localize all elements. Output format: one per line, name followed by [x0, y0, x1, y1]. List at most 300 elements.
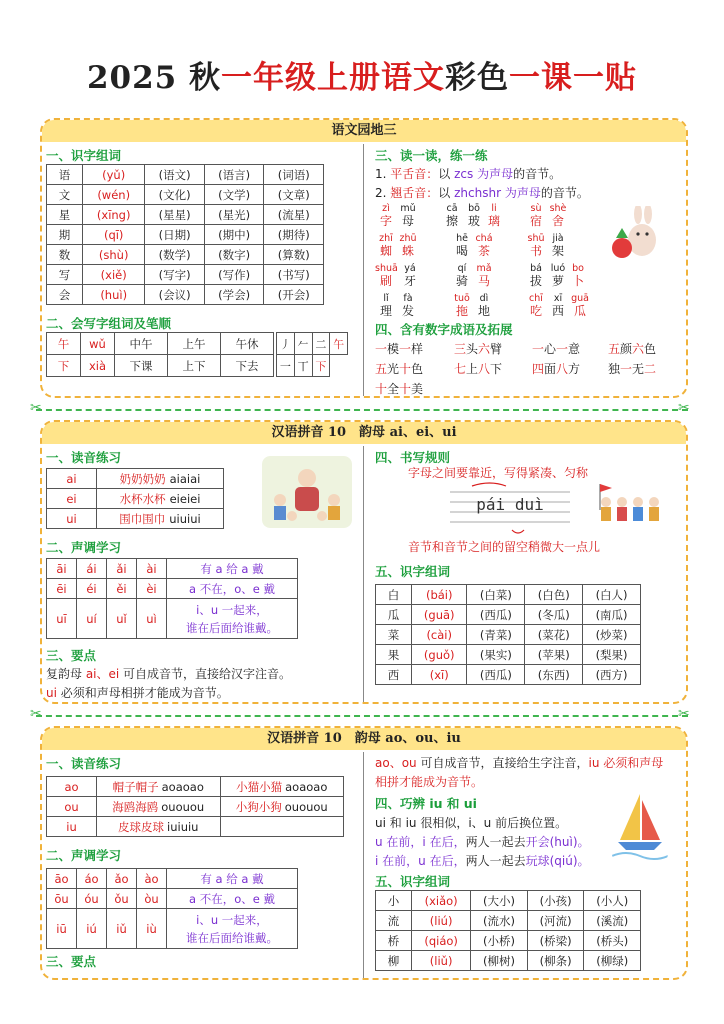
table-row [47, 869, 298, 889]
hanzi-text: 骑 [455, 274, 468, 288]
word-cell: (会议) [145, 285, 205, 305]
hanzi-text: 拔 [529, 274, 542, 288]
pinyin-text: mǎ [476, 263, 492, 274]
word-cell: (西方) [583, 665, 641, 685]
tone-cell: ǒu [107, 889, 137, 909]
word-cell: wǔ [81, 333, 115, 355]
word-cell: (星星) [145, 205, 205, 225]
tone-cell: ǎo [107, 869, 137, 889]
table-row [47, 165, 324, 185]
word-cell: (溪流) [584, 911, 641, 931]
pinyin-text: shū [527, 233, 545, 244]
word-cell: (白色) [525, 585, 583, 605]
table-row [47, 225, 324, 245]
kids-flag-illustration [592, 480, 670, 526]
tone-cell: iū [47, 909, 77, 949]
pinyin-char [399, 262, 421, 288]
hanzi-text: 宿 [529, 214, 542, 228]
tone-cell: áo [77, 869, 107, 889]
example-word: 海鸥海鸥 [112, 799, 159, 814]
pinyin-char [375, 292, 397, 318]
pinyin-char [441, 202, 463, 228]
pinyin-text: lǐ [383, 293, 389, 304]
table-row [47, 355, 274, 377]
word-cell: (文学) [204, 185, 264, 205]
distinguish-line: i 在前，u 在后，两人一起去玩球(qiú)。 [375, 854, 590, 868]
tone-cell: āo [47, 869, 77, 889]
pinyin-text: zhī [379, 233, 393, 244]
hanzi-text: 舍 [551, 214, 564, 228]
tone-rule-cell [167, 599, 298, 639]
cut-line [36, 409, 688, 411]
tone-rule-cell [167, 909, 298, 949]
hanzi-text: 卜 [571, 274, 584, 288]
hanzi-text: 瓜 [573, 304, 586, 318]
pinyin-text: chá [475, 233, 493, 244]
tone-cell: óu [77, 889, 107, 909]
character-cell: 小 [376, 891, 412, 911]
pinyin-text: bō [468, 203, 480, 214]
divider [363, 446, 364, 704]
tone-cell: ài [137, 559, 167, 579]
pinyin-cell: (guǒ) [412, 645, 467, 665]
final-cell: ei [47, 489, 97, 509]
character-cell: 数 [47, 245, 83, 265]
stroke-cell: 丿 [277, 333, 295, 355]
pinyin-text: bá [530, 263, 542, 274]
word-cell: (东西) [525, 665, 583, 685]
word-cell: (西瓜) [467, 665, 525, 685]
word-cell: (流水) [471, 911, 528, 931]
pinyin-cell: (bái) [412, 585, 467, 605]
example-word: 小狗小狗 [235, 799, 282, 814]
pinyin-cell: (yǔ) [83, 165, 145, 185]
example-pinyin: iuiuiu [167, 819, 199, 834]
scissors-icon: ✂ [678, 400, 690, 416]
hanzi-text: 牙 [403, 274, 416, 288]
pinyin-cell: (xīng) [83, 205, 145, 225]
pinyin-text: shè [549, 203, 567, 214]
tone-rule-line: i、u 一起来， [196, 912, 268, 927]
hanzi-text: 地 [477, 304, 490, 318]
hanzi-text: 母 [401, 214, 414, 228]
title-suffix: 一课一贴 [509, 60, 638, 96]
example-pinyin: ououou [284, 799, 328, 814]
tone-table [46, 868, 298, 949]
hanzi-text: 马 [477, 274, 490, 288]
section-title: 二、声调学习 [46, 848, 122, 863]
word-table [375, 584, 641, 685]
tone-rule-cell: a 不在，o、e 戴 [167, 889, 298, 909]
final-cell: ai [47, 469, 97, 489]
tone-cell: uǐ [107, 599, 137, 639]
word-cell: (语文) [145, 165, 205, 185]
hanzi-text: 蜘 [379, 244, 392, 258]
hanzi-text: 理 [379, 304, 392, 318]
table-row [47, 797, 344, 817]
word-cell: (柳条) [527, 951, 584, 971]
word-cell: (文章) [264, 185, 324, 205]
word-cell: (流星) [264, 205, 324, 225]
pinyin-text: cā [446, 203, 458, 214]
example-cell [220, 797, 344, 817]
pinyin-char [451, 292, 473, 318]
hanzi-text: 西 [551, 304, 564, 318]
pinyin-cell: (qiáo) [412, 931, 471, 951]
pinyin-text: yá [404, 263, 416, 274]
pinyin-char [375, 232, 397, 258]
tone-rule-cell: 有 a 给 a 戴 [167, 559, 298, 579]
stroke-table [276, 332, 348, 377]
character-cell: 会 [47, 285, 83, 305]
hanzi-text: 发 [401, 304, 414, 318]
character-cell: 文 [47, 185, 83, 205]
example-pinyin: aiaiai [169, 471, 201, 486]
idiom: 十全十美 [375, 382, 424, 396]
pinyin-cell: (guā) [412, 605, 467, 625]
word-cell: (西瓜) [467, 605, 525, 625]
example-pinyin: uiuiui [169, 511, 201, 526]
hanzi-text: 字 [379, 214, 392, 228]
table-row [47, 509, 224, 529]
pinyin-char [569, 292, 591, 318]
divider [363, 144, 364, 398]
example-word: 奶奶奶奶 [119, 471, 166, 486]
card-ai-ei-ui [40, 420, 688, 704]
word-cell: 下去 [221, 355, 274, 377]
word-cell: (柳绿) [584, 951, 641, 971]
tone-cell: iǔ [107, 909, 137, 949]
pinyin-char [525, 202, 547, 228]
table-row [376, 645, 641, 665]
pinyin-text: sù [530, 203, 542, 214]
hanzi-text: 书 [529, 244, 542, 258]
example-cell [97, 777, 221, 797]
word-cell: (书写) [264, 265, 324, 285]
tone-rule-cell: 有 a 给 a 戴 [167, 869, 298, 889]
pinyin-text: zì [382, 203, 390, 214]
pinyin-char [397, 292, 419, 318]
tone-cell: ēi [47, 579, 77, 599]
sailboat-illustration [612, 790, 668, 862]
example-word: 小猫小猫 [236, 779, 283, 794]
section-title: 三、要点 [46, 954, 97, 969]
tone-cell: ǎi [107, 559, 137, 579]
tone-cell: uī [47, 599, 77, 639]
word-cell: (数学) [145, 245, 205, 265]
card-header: 汉语拼音 10 韵母 ao、ou、iu [42, 728, 686, 750]
rule-line: 2. 翘舌音：以 zhchshr 为声母的音节。 [375, 186, 589, 200]
table-row [376, 931, 641, 951]
word-cell: (日期) [145, 225, 205, 245]
tone-rule-cell: a 不在，o、e 戴 [167, 579, 298, 599]
word-cell: (桥头) [584, 931, 641, 951]
pinyin-char [473, 262, 495, 288]
section-title: 三、要点 [46, 648, 97, 663]
pinyin-char [473, 292, 495, 318]
pinyin-char [525, 232, 547, 258]
example-cell [97, 509, 224, 529]
hanzi-text: 蛛 [401, 244, 414, 258]
word-cell: (苹果) [525, 645, 583, 665]
scissors-icon: ✂ [30, 400, 42, 416]
word-cell: (开会) [264, 285, 324, 305]
distinguish-line: u 在前，i 在后，两人一起去开会(huì)。 [375, 835, 590, 849]
pinyin-cell: (qī) [83, 225, 145, 245]
idiom: 独一无二 [608, 362, 657, 376]
character-cell: 语 [47, 165, 83, 185]
stroke-cell: 二 [312, 333, 330, 355]
pinyin-text: guā [571, 293, 589, 304]
section-title: 一、识字组词 [46, 148, 122, 163]
tone-cell: éi [77, 579, 107, 599]
character-cell: 菜 [376, 625, 412, 645]
read-table [46, 468, 224, 529]
word-cell: (词语) [264, 165, 324, 185]
character-cell: 西 [376, 665, 412, 685]
section-title: 二、会写字组词及笔顺 [46, 316, 172, 331]
word-cell: (算数) [264, 245, 324, 265]
hanzi-text: 擦 [445, 214, 458, 228]
grandma-kids-illustration [262, 456, 352, 528]
pinyin-cell: (liú) [412, 911, 471, 931]
table-row [47, 599, 298, 639]
key-point: 相拼才能成为音节。 [375, 775, 484, 789]
word-table [375, 890, 641, 971]
pinyin-char [525, 262, 547, 288]
writing-sample [450, 480, 570, 538]
card-header: 汉语拼音 10 韵母 ai、ei、ui [42, 422, 686, 444]
tone-cell: uì [137, 599, 167, 639]
hanzi-text: 萝 [551, 274, 564, 288]
tone-cell: āi [47, 559, 77, 579]
word-cell: (小人) [584, 891, 641, 911]
tone-cell: ái [77, 559, 107, 579]
table-row [277, 333, 348, 355]
word-cell: (语言) [204, 165, 264, 185]
pinyin-text: luó [550, 263, 566, 274]
table-row [47, 265, 324, 285]
pinyin-text: li [491, 203, 497, 214]
character-cell: 午 [47, 333, 81, 355]
word-cell: 午休 [221, 333, 274, 355]
word-cell: (文化) [145, 185, 205, 205]
table-row [376, 585, 641, 605]
tone-rule-line: 谁在后面给谁戴。 [186, 620, 278, 635]
word-cell: (果实) [467, 645, 525, 665]
tone-cell: èi [137, 579, 167, 599]
stroke-cell: 下 [312, 355, 330, 377]
pinyin-cell: (xī) [412, 665, 467, 685]
example-cell [97, 469, 224, 489]
word-cell: (写作) [204, 265, 264, 285]
tone-cell: ào [137, 869, 167, 889]
idiom: 五光十色 [375, 362, 424, 376]
word-cell: (柳树) [471, 951, 528, 971]
example-pinyin: ououou [161, 799, 205, 814]
table-row [376, 665, 641, 685]
table-row [376, 891, 641, 911]
hanzi-text: 璃 [487, 214, 500, 228]
example-cell [220, 777, 344, 797]
pinyin-char [483, 202, 505, 228]
word-cell: (河流) [527, 911, 584, 931]
section-title: 五、识字组词 [375, 874, 451, 889]
hanzi-text: 吃 [529, 304, 542, 318]
word-cell: (冬瓜) [525, 605, 583, 625]
rabbit-illustration [602, 206, 668, 266]
character-cell: 星 [47, 205, 83, 225]
table-row [47, 579, 298, 599]
table-row [47, 817, 344, 837]
hanzi-text: 架 [551, 244, 564, 258]
word-cell: (菜花) [525, 625, 583, 645]
section-title: 四、含有数字成语及拓展 [375, 322, 513, 337]
section-title: 三、读一读，练一练 [375, 148, 488, 163]
final-cell: iu [47, 817, 97, 837]
hanzi-text: 茶 [477, 244, 490, 258]
pinyin-cell: (wén) [83, 185, 145, 205]
character-cell: 果 [376, 645, 412, 665]
stroke-cell: 𠂉 [294, 333, 312, 355]
card-header: 语文园地三 [42, 120, 686, 142]
tone-cell: òu [137, 889, 167, 909]
pinyin-char [397, 232, 419, 258]
word-cell: xià [81, 355, 115, 377]
writing-rule-bottom: 音节和音节之间的留空稍微大一点儿 [408, 540, 601, 554]
idiom: 四面八方 [532, 362, 581, 376]
word-cell: (青菜) [467, 625, 525, 645]
example-word: 皮球皮球 [118, 819, 165, 834]
character-cell: 期 [47, 225, 83, 245]
character-cell: 白 [376, 585, 412, 605]
pinyin-char [567, 262, 589, 288]
page-title [0, 52, 724, 97]
pinyin-char [463, 202, 485, 228]
word-cell: 中午 [115, 333, 168, 355]
rule-line: 1. 平舌音：以 zcs 为声母的音节。 [375, 167, 562, 181]
scissors-icon: ✂ [678, 706, 690, 722]
title-highlight: 一年级上册语文 [221, 60, 446, 96]
word-cell: (白菜) [467, 585, 525, 605]
word-cell: (大小) [471, 891, 528, 911]
pinyin-text: xī [553, 293, 563, 304]
example-cell [97, 489, 224, 509]
tone-cell: ěi [107, 579, 137, 599]
word-cell: 上午 [168, 333, 221, 355]
character-cell: 写 [47, 265, 83, 285]
word-cell: (期中) [204, 225, 264, 245]
hanzi-text: 喝 [455, 244, 468, 258]
hanzi-text: 拖 [455, 304, 468, 318]
word-cell: (小桥) [471, 931, 528, 951]
pinyin-cell: (huì) [83, 285, 145, 305]
pinyin-char [547, 262, 569, 288]
word-cell: 上下 [168, 355, 221, 377]
example-cell [97, 797, 221, 817]
hanzi-text: 刷 [379, 274, 392, 288]
pinyin-text: mǔ [400, 203, 416, 214]
table-row [47, 909, 298, 949]
table-row [376, 605, 641, 625]
example-pinyin: aoaoao [285, 779, 328, 794]
pinyin-text: fà [403, 293, 413, 304]
word-table [46, 164, 324, 305]
table-row [47, 777, 344, 797]
pinyin-char [375, 262, 397, 288]
idiom: 三头六臂 [454, 342, 503, 356]
idiom: 五颜六色 [608, 342, 657, 356]
table-row [376, 911, 641, 931]
pinyin-text: chī [529, 293, 543, 304]
table-row [47, 889, 298, 909]
pinyin-char [547, 232, 569, 258]
pinyin-text: hē [456, 233, 468, 244]
tone-rule-line: 谁在后面给谁戴。 [186, 930, 278, 945]
pinyin-char [525, 292, 547, 318]
card-ao-ou-iu [40, 726, 688, 980]
word-cell: (白人) [583, 585, 641, 605]
example-word: 帽子帽子 [112, 779, 159, 794]
pinyin-text: tuō [454, 293, 470, 304]
key-point: 复韵母 ai、ei 可自成音节，直接给汉字注音。 [46, 667, 292, 681]
tone-table [46, 558, 298, 639]
tone-cell: iú [77, 909, 107, 949]
table-row [47, 185, 324, 205]
idiom: 一心一意 [532, 342, 581, 356]
table-row [47, 245, 324, 265]
pinyin-char [397, 202, 419, 228]
word-cell: (小孩) [527, 891, 584, 911]
final-cell: ou [47, 797, 97, 817]
table-row [47, 285, 324, 305]
pinyin-cell: (shù) [83, 245, 145, 265]
character-cell: 流 [376, 911, 412, 931]
example-word: 围巾围巾 [119, 511, 166, 526]
word-cell: (期待) [264, 225, 324, 245]
word-cell: (星光) [204, 205, 264, 225]
writing-sample-text: pái duì [476, 495, 544, 514]
final-cell: ao [47, 777, 97, 797]
word-cell: 下课 [115, 355, 168, 377]
pinyin-text: qí [457, 263, 467, 274]
writing-rule-top: 字母之间要靠近，写得紧凑、匀称 [408, 466, 589, 480]
section-title: 一、读音练习 [46, 756, 122, 771]
example-cell [97, 817, 221, 837]
distinguish-line: ui 和 iu 很相似，i、u 前后换位置。 [375, 816, 568, 830]
title-middle: 彩色 [445, 60, 510, 96]
cut-line [36, 715, 688, 717]
word-cell: (写字) [145, 265, 205, 285]
pinyin-char [547, 292, 569, 318]
section-title: 四、巧辨 iu 和 ui [375, 796, 477, 811]
section-title: 五、识字组词 [375, 564, 451, 579]
section-title: 一、读音练习 [46, 450, 122, 465]
character-cell: 柳 [376, 951, 412, 971]
key-point: ui 必须和声母相拼才能成为音节。 [46, 686, 229, 700]
key-point: ao、ou 可自成音节，直接给生字注音，iu 必须和声母 [375, 756, 664, 770]
idiom: 七上八下 [454, 362, 503, 376]
word-cell: (梨果) [583, 645, 641, 665]
character-cell: 桥 [376, 931, 412, 951]
scissors-icon: ✂ [30, 706, 42, 722]
pinyin-char [473, 232, 495, 258]
section-title: 四、书写规则 [375, 450, 451, 465]
divider [363, 752, 364, 980]
stroke-cell: 午 [330, 333, 348, 355]
pinyin-char [451, 232, 473, 258]
read-table [46, 776, 344, 837]
